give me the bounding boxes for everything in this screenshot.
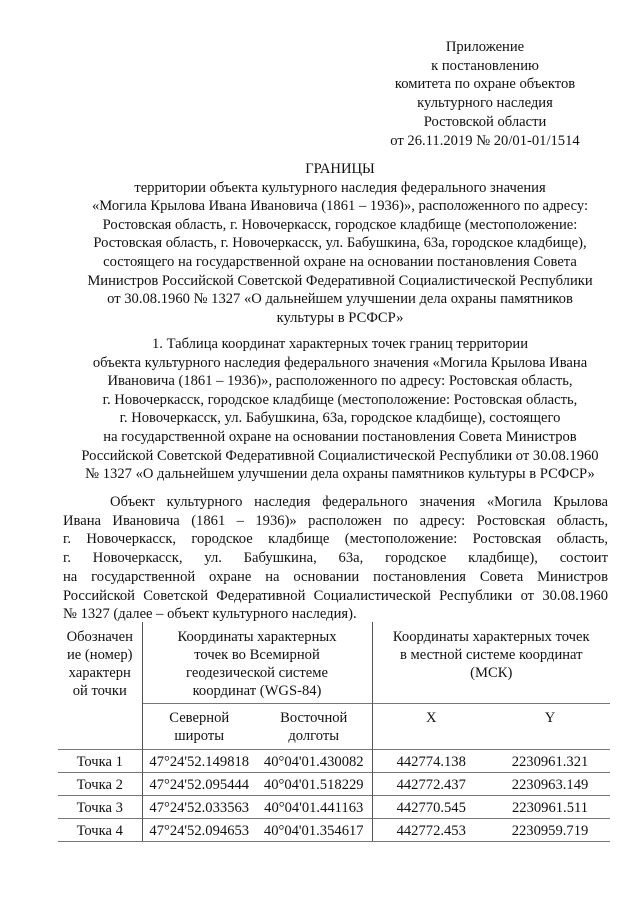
subheader-north: Северной широты xyxy=(142,704,256,750)
coordinates-table xyxy=(58,622,610,842)
title-heading: ГРАНИЦЫ xyxy=(305,161,375,177)
body-line: Объект культурного наследия федерального значения «Могила Крылова xyxy=(110,494,608,510)
body-line: г. Новочеркасск, городское кладбище (местоположение: Ростовская область, xyxy=(63,531,608,548)
title-line: территории объекта культурного наследия федерального значения xyxy=(134,179,546,196)
appendix-line: культурного наследия xyxy=(417,95,553,112)
cell-y: 2230961.511 xyxy=(490,796,610,819)
cell-x: 442774.138 xyxy=(372,750,490,773)
cell-point: Точка 2 xyxy=(58,773,142,796)
body-line: на государственной охране на основании постановления Совета Министров xyxy=(63,568,608,585)
subheader-x: X xyxy=(372,704,490,750)
cell-y: 2230961.321 xyxy=(490,750,610,773)
cell-lat: 47°24'52.033563 xyxy=(142,796,256,819)
caption-line: Российской Советской Федеративной Социалистической Республики от 30.08.1960 xyxy=(81,447,599,464)
title-line: Ростовская область, г. Новочеркасск, ул. Бабушкина, 63а, городское кладбище), xyxy=(93,235,587,252)
cell-lon: 40°04'01.430082 xyxy=(256,750,372,773)
subheader-east: Восточной долготы xyxy=(256,704,372,750)
title-line: «Могила Крылова Ивана Ивановича (1861 – 1936)», расположенного по адресу: xyxy=(91,198,589,215)
cell-lat: 47°24'52.094653 xyxy=(142,819,256,842)
caption-line: г. Новочеркасск, ул. Бабушкина, 63а, городское кладбище), состоящего xyxy=(119,410,561,427)
body-line: Ивана Ивановича (1861 – 1936)» расположен по адресу: Ростовская область, xyxy=(63,512,608,529)
header-wgs84: Координаты характерных точек во Всемирной геодезической системе координат (WGS-84) xyxy=(142,622,372,704)
cell-x: 442772.437 xyxy=(372,773,490,796)
title-line: от 30.08.1960 № 1327 «О дальнейшем улучшении дела охраны памятников xyxy=(107,291,573,308)
document-title xyxy=(60,160,620,327)
subheader-y: Y xyxy=(490,704,610,750)
table-row xyxy=(58,819,610,842)
cell-y: 2230963.149 xyxy=(490,773,610,796)
cell-lon: 40°04'01.441163 xyxy=(256,796,372,819)
appendix-line: к постановлению xyxy=(431,57,539,74)
appendix-line: Приложение xyxy=(445,39,525,55)
cell-x: 442772.453 xyxy=(372,819,490,842)
cell-point: Точка 3 xyxy=(58,796,142,819)
table-row xyxy=(58,773,610,796)
cell-lon: 40°04'01.518229 xyxy=(256,773,372,796)
caption-line: Ивановича (1861 – 1936)», расположенного по адресу: Ростовская область, xyxy=(107,373,573,390)
appendix-line: Ростовской области xyxy=(423,113,547,130)
body-paragraph xyxy=(63,493,608,624)
title-line: Министров Российской Советской Федеративной Социалистической Республики xyxy=(87,272,593,289)
body-line: № 1327 (далее – объект культурного наследия). xyxy=(63,606,357,623)
cell-y: 2230959.719 xyxy=(490,819,610,842)
table-row xyxy=(58,796,610,819)
cell-point: Точка 1 xyxy=(58,750,142,773)
caption-line: 1. Таблица координат характерных точек границ территории xyxy=(151,336,529,352)
title-line: культуры в РСФСР» xyxy=(276,309,404,326)
appendix-line: комитета по охране объектов xyxy=(394,76,576,93)
body-line: г. Новочеркасск, ул. Бабушкина, 63а, городское кладбище), состоит xyxy=(63,550,608,567)
appendix-block xyxy=(360,38,610,150)
caption-line: объекта культурного наследия федерального значения «Могила Крылова Ивана xyxy=(92,354,588,371)
caption-line: г. Новочеркасск, городское кладбище (местоположение: Ростовская область, xyxy=(102,391,578,408)
cell-lat: 47°24'52.095444 xyxy=(142,773,256,796)
body-line: Российской Советской Федеративной Социалистической Республики от 30.08.1960 xyxy=(63,587,608,604)
header-point-number: Обозначен ие (номер) характерн ой точки xyxy=(58,622,142,750)
cell-lon: 40°04'01.354617 xyxy=(256,819,372,842)
table-row xyxy=(58,750,610,773)
cell-x: 442770.545 xyxy=(372,796,490,819)
caption-line: на государственной охране на основании постановления Совета Министров xyxy=(103,428,577,445)
table-header-row xyxy=(58,622,610,704)
title-line: Ростовская область, г. Новочеркасск, городское кладбище (местоположение: xyxy=(102,216,578,233)
header-msk: Координаты характерных точек в местной системе координат (МСК) xyxy=(392,629,590,681)
cell-point: Точка 4 xyxy=(58,819,142,842)
appendix-line: от 26.11.2019 № 20/01-01/1514 xyxy=(390,132,580,149)
caption-line: № 1327 «О дальнейшем улучшении дела охраны памятников культуры в РСФСР» xyxy=(85,466,595,483)
cell-lat: 47°24'52.149818 xyxy=(142,750,256,773)
title-line: состоящего на государственной охране на основании постановления Совета xyxy=(103,253,577,270)
table-caption xyxy=(60,335,620,484)
